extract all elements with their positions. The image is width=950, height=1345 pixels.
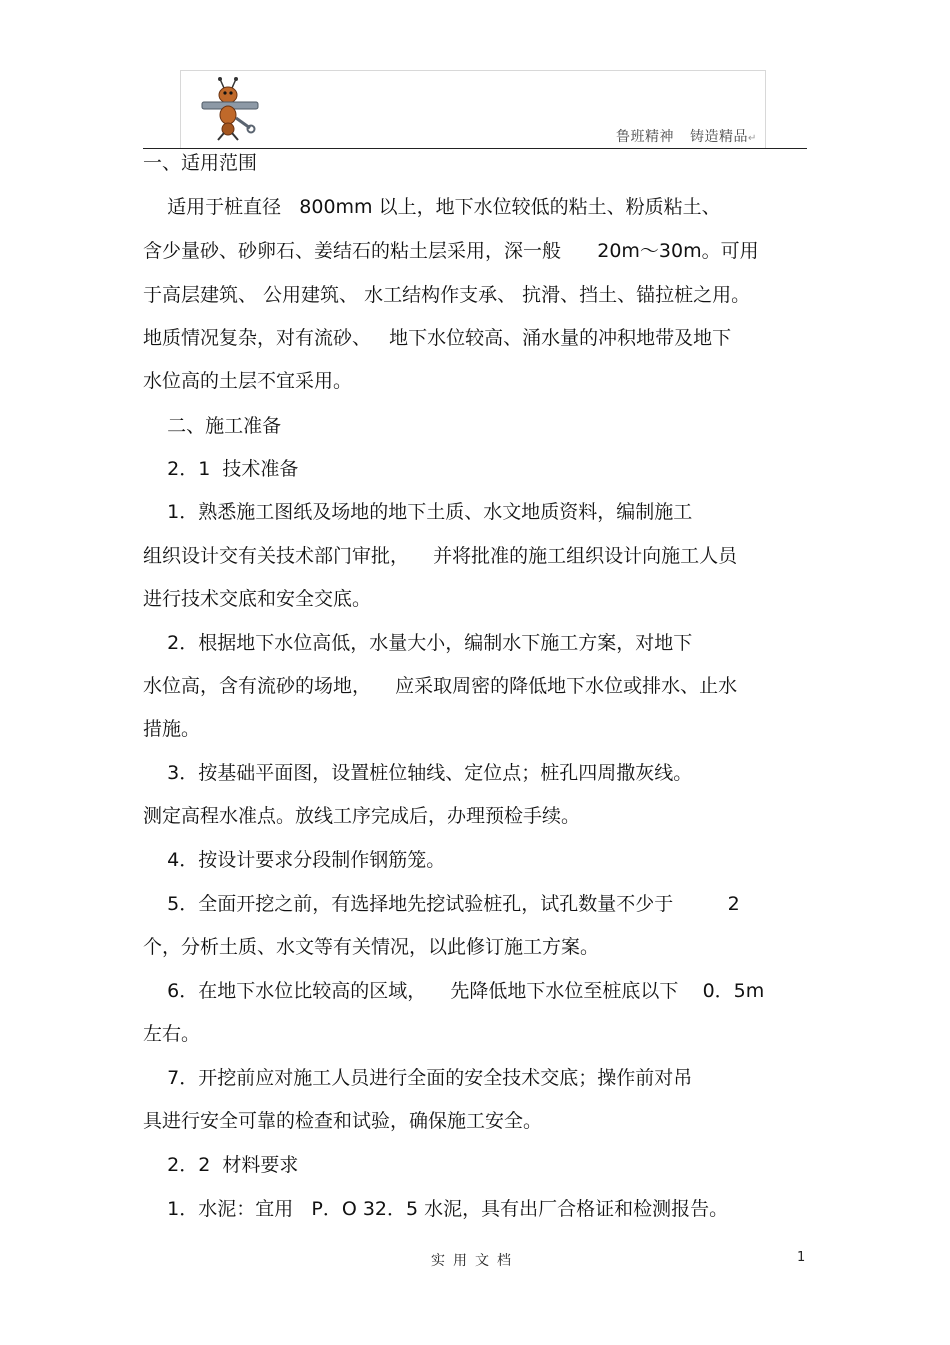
body-line: 4．按设计要求分段制作钢筋笼。: [143, 849, 446, 871]
body-line: 具进行安全可靠的检查和试验，确保施工安全。: [143, 1110, 543, 1132]
slogan-part-2: 铸造精品: [690, 129, 748, 145]
page-number: 1: [797, 1250, 806, 1265]
body-line: 5．全面开挖之前，有选择地先挖试验桩孔，试孔数量不少于 2: [143, 893, 740, 915]
body-line: 进行技术交底和安全交底。: [143, 588, 372, 610]
body-line: 2．根据地下水位高低，水量大小，编制水下施工方案，对地下: [143, 632, 693, 654]
subsection-heading: 2．1 技术准备: [143, 458, 299, 480]
body-line: 于高层建筑、 公用建筑、 水工结构作支承、 抗滑、挡土、锚拉桩之用。: [143, 284, 751, 306]
body-line: 1．熟悉施工图纸及场地的地下土质、水文地质资料，编制施工: [143, 501, 693, 523]
body-line: 水位高，含有流砂的场地， 应采取周密的降低地下水位或排水、止水: [143, 675, 738, 697]
body-line: 个，分析土质、水文等有关情况，以此修订施工方案。: [143, 936, 600, 958]
ant-worker-mascot-icon: [198, 76, 262, 142]
body-line: 左右。: [143, 1023, 201, 1045]
paragraph-mark: ↵: [748, 133, 757, 144]
footer-label: 实用文档: [431, 1253, 519, 1269]
body-line: 7．开挖前应对施工人员进行全面的安全技术交底；操作前对吊: [143, 1067, 693, 1089]
body-line: 措施。: [143, 718, 201, 740]
header-slogan: [616, 126, 757, 146]
body-line: 水位高的土层不宜采用。: [143, 370, 353, 392]
subsection-heading: 2．2 材料要求: [143, 1154, 299, 1176]
body-line: 测定高程水准点。放线工序完成后，办理预检手续。: [143, 805, 581, 827]
body-line: 1．水泥：宜用 P．O 32．5 水泥，具有出厂合格证和检测报告。: [143, 1198, 729, 1220]
body-line: 组织设计交有关技术部门审批， 并将批准的施工组织设计向施工人员: [143, 545, 738, 567]
section-heading: 一、适用范围: [143, 152, 258, 174]
body-line: 6．在地下水位比较高的区域， 先降低地下水位至桩底以下 0．5m: [143, 980, 765, 1002]
body-line: 地质情况复杂，对有流砂、 地下水位较高、涌水量的冲积地带及地下: [143, 327, 732, 349]
section-heading: 二、施工准备: [143, 415, 282, 437]
body-line: 3．按基础平面图，设置桩位轴线、定位点；桩孔四周撒灰线。: [143, 762, 693, 784]
body-line: 适用于桩直径 800mm 以上，地下水位较低的粘土、粉质粘土、: [143, 196, 721, 218]
slogan-part-1: 鲁班精神: [616, 129, 674, 145]
body-line: 含少量砂、砂卵石、姜结石的粘土层采用，深一般 20m～30m。可用: [143, 240, 759, 262]
